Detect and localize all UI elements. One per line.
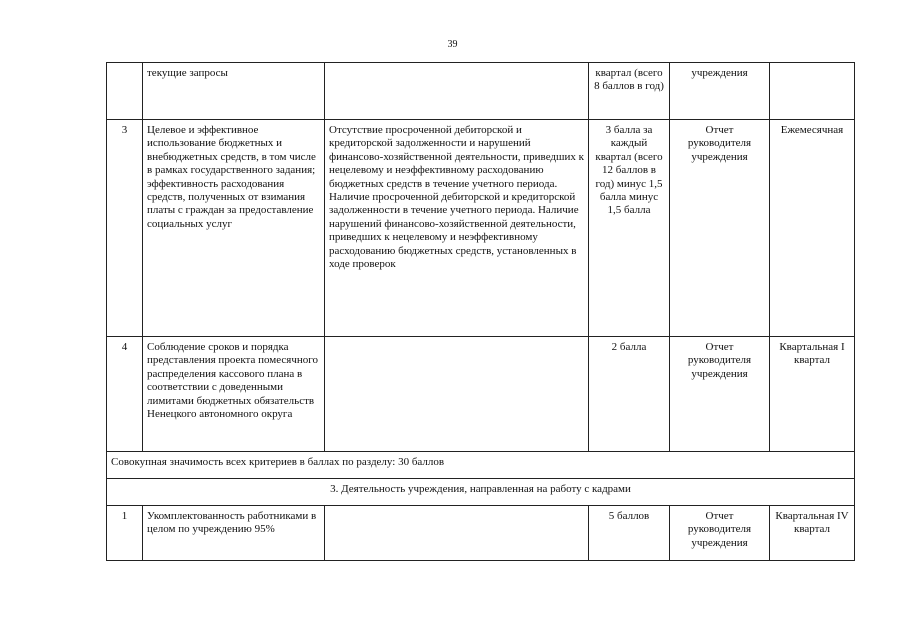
criterion-cell: Соблюдение сроков и порядка представления проекта помесячного распределения кассового плана в соответствии с доведенными лимитами бюджетных обязательств Ненецкого автономного округа bbox=[143, 337, 325, 452]
row-number: 4 bbox=[107, 337, 143, 452]
period-cell bbox=[770, 63, 855, 120]
points-cell: 3 балла за каждый квартал (всего 12 баллов в год) минус 1,5 балла минус 1,5 балла bbox=[589, 120, 670, 337]
criteria-table bbox=[106, 62, 855, 561]
condition-cell bbox=[325, 506, 589, 561]
points-cell: квартал (всего 8 баллов в год) bbox=[589, 63, 670, 120]
section-total: Совокупная значимость всех критериев в баллах по разделу: 30 баллов bbox=[107, 452, 855, 479]
criterion-cell: текущие запросы bbox=[143, 63, 325, 120]
condition-cell bbox=[325, 337, 589, 452]
table-row bbox=[107, 120, 855, 337]
row-number bbox=[107, 63, 143, 120]
source-cell: Отчет руководителя учреждения bbox=[670, 120, 770, 337]
summary-row bbox=[107, 452, 855, 479]
row-number: 3 bbox=[107, 120, 143, 337]
page-number: 39 bbox=[447, 39, 458, 50]
section-header-row bbox=[107, 479, 855, 506]
period-cell: Ежемесячная bbox=[770, 120, 855, 337]
source-cell: Отчет руководителя учреждения bbox=[670, 506, 770, 561]
points-cell: 2 балла bbox=[589, 337, 670, 452]
source-cell: Отчет руководителя учреждения bbox=[670, 337, 770, 452]
table-row bbox=[107, 63, 855, 120]
condition-cell: Отсутствие просроченной дебиторской и кредиторской задолженности и нарушений финансово-хозяйственной деятельности, приведших к нецелевому и неэффективному расходованию бюджетных средств в течение учетного периода. Наличие просроченной дебиторской и кредиторской задолженности в течение учетного периода. Наличие нарушений финансово-хозяйственной деятельности, приведших к нецелевому и неэффективному расходованию бюджетных средств, установленных в ходе проверок bbox=[325, 120, 589, 337]
period-cell: Квартальная IV квартал bbox=[770, 506, 855, 561]
source-cell: учреждения bbox=[670, 63, 770, 120]
criterion-cell: Укомплектованность работниками в целом по учреждению 95% bbox=[143, 506, 325, 561]
table-row bbox=[107, 506, 855, 561]
points-cell: 5 баллов bbox=[589, 506, 670, 561]
period-cell: Квартальная I квартал bbox=[770, 337, 855, 452]
criterion-cell: Целевое и эффективное использование бюджетных и внебюджетных средств, в том числе в рамках государственного задания; эффективность расходования средств, полученных от взимания платы с граждан за предоставление социальных услуг bbox=[143, 120, 325, 337]
table-row bbox=[107, 337, 855, 452]
condition-cell bbox=[325, 63, 589, 120]
section-title: 3. Деятельность учреждения, направленная на работу с кадрами bbox=[107, 479, 855, 506]
row-number: 1 bbox=[107, 506, 143, 561]
